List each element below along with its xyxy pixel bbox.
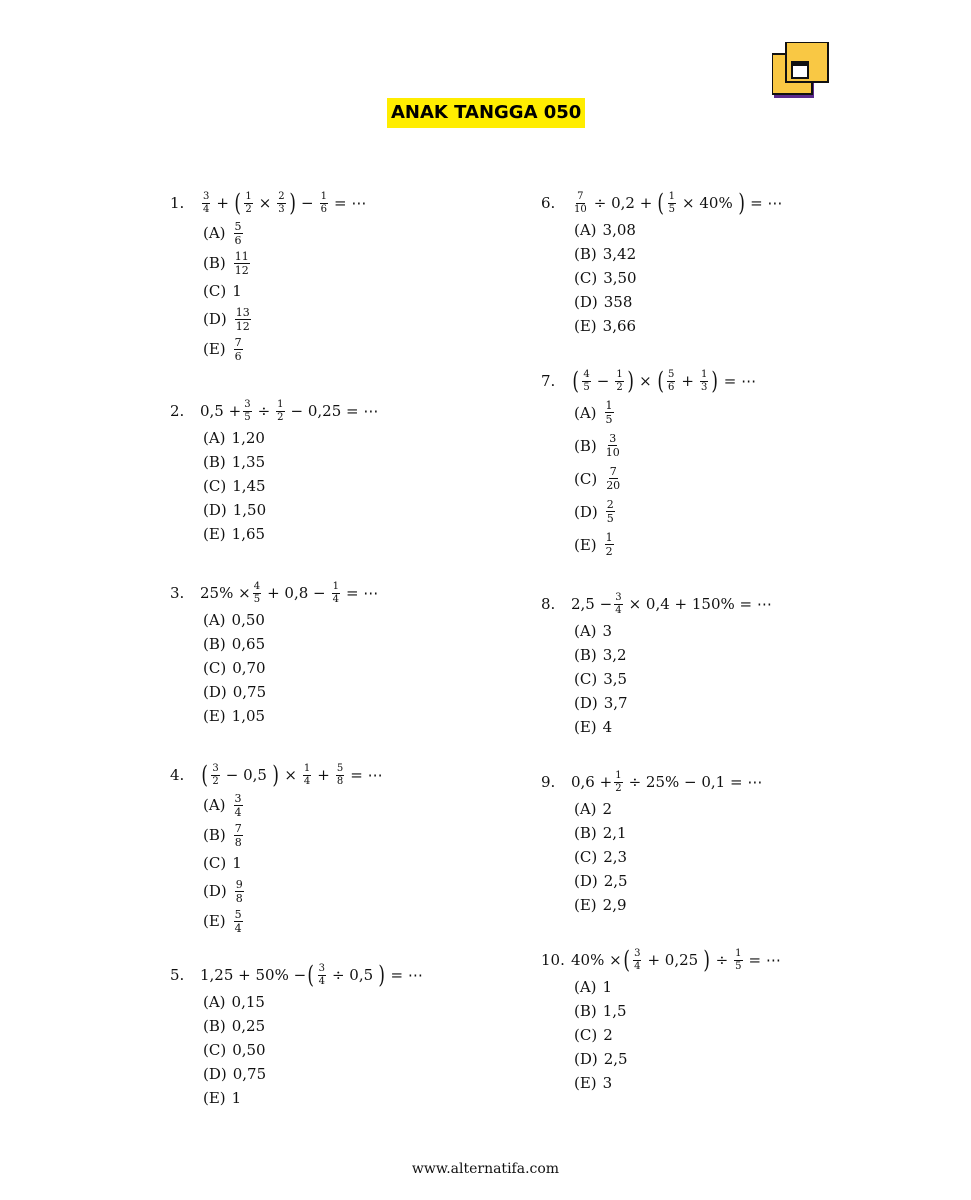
answer-option[interactable]: (A) $\frac{3}{4}$ — [203, 791, 242, 819]
answer-option[interactable]: (E) $\frac{7}{6}$ — [203, 335, 242, 363]
answer-option[interactable]: (D) 3,7 — [574, 694, 628, 712]
answer-option[interactable]: (B) $\frac{7}{8}$ — [203, 821, 242, 849]
answer-option[interactable]: (A) 0,50 — [203, 611, 265, 629]
question-number: 9. — [541, 773, 556, 791]
answer-option[interactable]: (A) $\frac{5}{6}$ — [203, 219, 242, 247]
answer-option[interactable]: (D) 2,5 — [574, 1050, 628, 1068]
answer-option[interactable]: (B) 3,2 — [574, 646, 627, 664]
question-3 — [170, 578, 560, 728]
fraction: $\frac{1}{4}$ — [332, 580, 339, 605]
question-column-right — [541, 188, 931, 1095]
answer-option[interactable]: (C) 1 — [203, 282, 242, 300]
fraction: $\frac{1}{5}$ — [668, 190, 676, 215]
question-number: 7. — [541, 372, 556, 390]
footer-url[interactable]: www.alternatifa.com — [411, 1161, 560, 1177]
answer-option[interactable]: (D) $\frac{2}{5}$ — [574, 498, 614, 525]
answer-option[interactable]: (E) $\frac{1}{2}$ — [574, 531, 613, 558]
answer-option[interactable]: (D) 358 — [574, 293, 633, 311]
answer-option[interactable]: (A) 1 — [574, 978, 613, 996]
fraction: $\frac{5}{8}$ — [336, 762, 344, 787]
fraction: $\frac{1}{3}$ — [700, 368, 708, 393]
question-stem — [170, 188, 560, 218]
answer-option[interactable]: (B) 0,25 — [203, 1017, 266, 1035]
fraction: $\frac{1}{2}$ — [616, 368, 623, 393]
fraction: $\frac{3}{2}$ — [212, 762, 219, 787]
question-10 — [541, 945, 931, 1095]
fraction: $\frac{4}{5}$ — [583, 368, 590, 393]
answer-option[interactable]: (C) 0,70 — [203, 659, 266, 677]
question-5 — [170, 960, 560, 1110]
question-stem: 3. 25% × $\frac{4}{5}$ + 0,8 − $\frac{1}{4}$ = ⋯ — [170, 580, 379, 605]
answer-option[interactable]: (B) $\frac{3}{10}$ — [574, 432, 620, 459]
answer-option[interactable]: (C) 0,50 — [203, 1041, 266, 1059]
answer-option[interactable]: (C) 1,45 — [203, 477, 266, 495]
answer-option[interactable]: (E) 4 — [574, 718, 613, 736]
question-stem: 5. 1,25 + 50% − ( $\frac{3}{4}$ ÷ 0,5 ) = ⋯ — [170, 961, 423, 989]
answer-option[interactable]: (E) 3,66 — [574, 317, 637, 335]
answer-option[interactable]: (A) 3,08 — [574, 221, 636, 239]
answer-option[interactable]: (B) 2,1 — [574, 824, 627, 842]
fraction: $\frac{1}{2}$ — [245, 190, 252, 215]
fraction: $\frac{1}{2}$ — [277, 398, 284, 423]
answer-option[interactable]: (D) 1,50 — [203, 501, 267, 519]
answer-option[interactable]: (B) 0,65 — [203, 635, 266, 653]
question-6 — [541, 188, 931, 338]
question-number: 2. — [170, 402, 185, 420]
question-number: 6. — [541, 194, 556, 212]
answer-option[interactable]: (D) 0,75 — [203, 683, 267, 701]
answer-option[interactable]: (C) 2 — [574, 1026, 613, 1044]
fraction: $\frac{3}{5}$ — [244, 398, 251, 423]
question-column-left — [170, 188, 560, 1110]
answer-option[interactable]: (B) 1,5 — [574, 1002, 627, 1020]
fraction: $\frac{3}{4}$ — [634, 947, 641, 972]
question-number: 3. — [170, 584, 185, 602]
stacked-square-logo-icon — [772, 42, 830, 100]
page-title: ANAK TANGGA 050 — [387, 98, 585, 128]
question-number: 1. — [170, 194, 185, 212]
fraction: $\frac{1}{2}$ — [615, 769, 622, 794]
question-stem: 6. $\frac{7}{10}$ ÷ 0,2 + ( $\frac{1}{5}$ × 40% ) = ⋯ — [541, 189, 783, 217]
answer-option[interactable]: (E) 3 — [574, 1074, 613, 1092]
answer-option[interactable]: (B) $\frac{11}{12}$ — [203, 249, 249, 277]
question-stem: 7. ( $\frac{4}{5}$ − $\frac{1}{2}$ ) × ( $\frac{5}{6}$ + $\frac{1}{3}$ ) = ⋯ — [541, 367, 757, 395]
fraction: $\frac{3}{4}$ — [615, 591, 622, 616]
question-number: 4. — [170, 766, 185, 784]
answer-option[interactable]: (E) 1,05 — [203, 707, 266, 725]
question-4 — [170, 760, 560, 936]
answer-option[interactable]: (C) $\frac{7}{20}$ — [574, 465, 621, 492]
answer-option[interactable]: (A) 3 — [574, 622, 613, 640]
question-expression: $\frac{3}{4}$ + ( $\frac{1}{2}$ × $\frac{2}{3}$ ) − $\frac{1}{6}$ = ⋯ — [203, 189, 367, 217]
answer-option[interactable]: (D) $\frac{9}{8}$ — [203, 877, 243, 905]
answer-option[interactable]: (D) 2,5 — [574, 872, 628, 890]
fraction: $\frac{2}{3}$ — [278, 190, 285, 215]
answer-option[interactable]: (A) 0,15 — [203, 993, 265, 1011]
answer-option[interactable]: (A) 2 — [574, 800, 613, 818]
question-number: 5. — [170, 966, 185, 984]
answer-option[interactable]: (E) $\frac{5}{4}$ — [203, 907, 242, 935]
answer-option[interactable]: (A) $\frac{1}{5}$ — [574, 399, 613, 426]
answer-option[interactable]: (C) 2,3 — [574, 848, 628, 866]
question-7 — [541, 366, 931, 561]
answer-option[interactable]: (D) 0,75 — [203, 1065, 267, 1083]
fraction: $\frac{3}{4}$ — [318, 962, 325, 987]
answer-option[interactable]: (C) 1 — [203, 854, 242, 872]
fraction: $\frac{1}{5}$ — [735, 947, 742, 972]
question-stem: 2. 0,5 + $\frac{3}{5}$ ÷ $\frac{1}{2}$ − 0,25 = ⋯ — [170, 398, 379, 423]
question-9 — [541, 767, 931, 917]
question-stem: 8. 2,5 − $\frac{3}{4}$ × 0,4 + 150% = ⋯ — [541, 591, 772, 616]
question-number: 8. — [541, 595, 556, 613]
answer-option[interactable]: (E) 1,65 — [203, 525, 266, 543]
question-number: 10. — [541, 951, 565, 969]
answer-option[interactable]: (E) 2,9 — [574, 896, 627, 914]
question-2 — [170, 396, 560, 546]
answer-option[interactable]: (A) 1,20 — [203, 429, 265, 447]
answer-option[interactable]: (B) 3,42 — [574, 245, 637, 263]
answer-option[interactable]: (D) $\frac{13}{12}$ — [203, 305, 250, 333]
answer-option[interactable]: (B) 1,35 — [203, 453, 266, 471]
fraction: $\frac{4}{5}$ — [253, 580, 261, 605]
question-stem: 10. 40% × ( $\frac{3}{4}$ + 0,25 ) ÷ $\frac{1}{5}$ = ⋯ — [541, 946, 781, 974]
fraction: $\frac{5}{6}$ — [668, 368, 675, 393]
fraction: $\frac{7}{10}$ — [574, 190, 587, 215]
question-8 — [541, 589, 931, 739]
fraction: $\frac{1}{4}$ — [303, 762, 311, 787]
question-1 — [170, 188, 560, 364]
fraction: $\frac{1}{6}$ — [320, 190, 327, 215]
answer-option[interactable]: (C) 3,5 — [574, 670, 628, 688]
question-stem: 4. ( $\frac{3}{2}$ − 0,5 ) × $\frac{1}{4}$ + $\frac{5}{8}$ = ⋯ — [170, 761, 383, 789]
answer-option[interactable]: (E) 1 — [203, 1089, 242, 1107]
fraction: $\frac{3}{4}$ — [203, 190, 210, 215]
question-stem: 9. 0,6 + $\frac{1}{2}$ ÷ 25% − 0,1 = ⋯ — [541, 769, 763, 794]
answer-option[interactable]: (C) 3,50 — [574, 269, 637, 287]
